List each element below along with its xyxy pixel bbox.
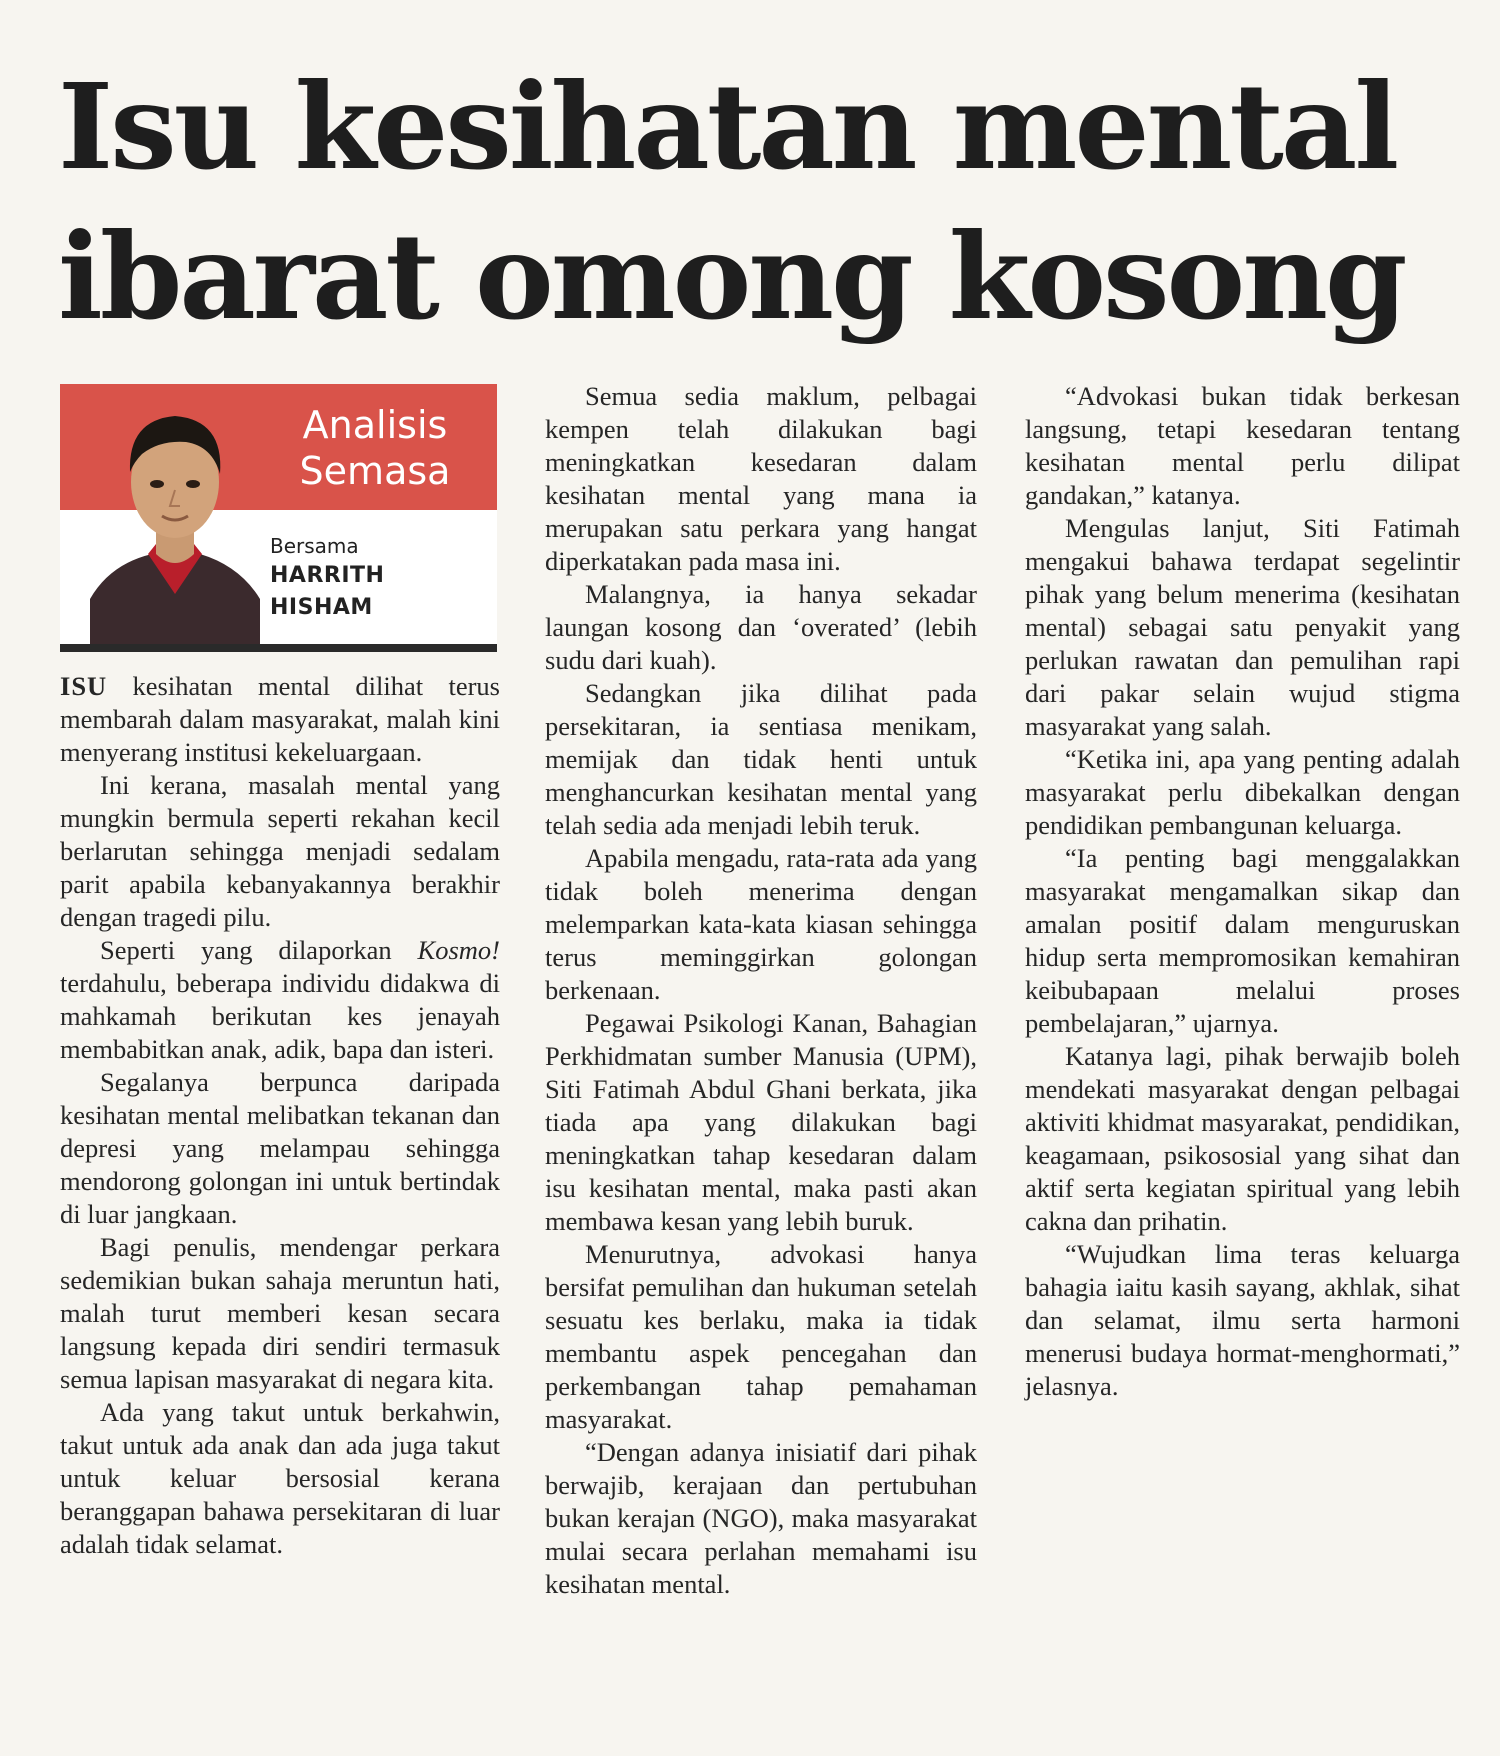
paragraph: Katanya lagi, pihak berwajib boleh mendekati masyarakat dengan pelbagai aktiviti khidmat masyarakat, pendidikan, keagamaan, psikososial yang sihat dan aktif serta kegiatan spiritual yang lebih cakna dan prihatin.	[1025, 1041, 1460, 1236]
paragraph: Mengulas lanjut, Siti Fatimah mengakui bahawa terdapat segelintir pihak yang belum menerima (kesihatan mental) sebagai satu penyakit yang perlukan rawatan dan pemulihan rapi dari pakar selain wujud stigma masyarakat yang salah.	[1025, 513, 1460, 741]
column-title	[270, 402, 480, 494]
paragraph-text: Seperti yang dilaporkan	[100, 935, 418, 965]
article-column-1	[60, 670, 500, 1561]
paragraph: “Ia penting bagi menggalakkan masyarakat mengamalkan sikap dan amalan positif dalam menguruskan hidup serta mempromosikan kemahiran keibubapaan melalui proses pembelajaran,” ujarnya.	[1025, 843, 1460, 1038]
article-column-3	[1025, 380, 1460, 1403]
paragraph: Pegawai Psikologi Kanan, Bahagian Perkhidmatan sumber Manusia (UPM), Siti Fatimah Abdul Ghani berkata, jika tiada apa yang dilakukan bagi meningkatkan tahap kesedaran dalam isu kesihatan mental, maka pasti akan membawa kesan yang lebih buruk.	[545, 1008, 977, 1236]
columnist-box	[60, 384, 497, 652]
paragraph-text: kesihatan mental dilihat terus membarah dalam masyarakat, malah kini menyerang institusi kekeluargaan.	[60, 671, 500, 767]
columnist-portrait	[90, 394, 260, 644]
paragraph: Segalanya berpunca daripada kesihatan mental melibatkan tekanan dan depresi yang melampau sehingga mendorong golongan ini untuk bertindak di luar jangkaan.	[60, 1067, 500, 1229]
paragraph: Ada yang takut untuk berkahwin, takut untuk ada anak dan ada juga takut untuk keluar bersosial kerana beranggapan bahawa persekitaran di luar adalah tidak selamat.	[60, 1397, 500, 1559]
column-title-line-2: Semasa	[299, 449, 451, 493]
paragraph: Ini kerana, masalah mental yang mungkin bermula seperti rekahan kecil berlarutan sehingga menjadi sedalam parit apabila kebanyakannya berakhir dengan tragedi pilu.	[60, 770, 500, 932]
publication-name: Kosmo!	[417, 935, 500, 965]
paragraph: “Dengan adanya inisiatif dari pihak berwajib, kerajaan dan pertubuhan bukan kerajan (NGO), maka masyarakat mulai secara perlahan memahami isu kesihatan mental.	[545, 1437, 977, 1599]
paragraph: “Wujudkan lima teras keluarga bahagia iaitu kasih sayang, akhlak, sihat dan selamat, ilmu serta harmoni menerusi budaya hormat-menghormati,” jelasnya.	[1025, 1239, 1460, 1401]
byline	[270, 532, 420, 624]
paragraph	[60, 670, 500, 769]
byline-with-label: Bersama	[270, 534, 359, 558]
byline-author: HARRITH HISHAM	[270, 563, 385, 620]
paragraph: “Advokasi bukan tidak berkesan langsung, tetapi kesedaran tentang kesihatan mental perlu dilipat gandakan,” katanya.	[1025, 381, 1460, 510]
paragraph: Semua sedia maklum, pelbagai kempen telah dilakukan bagi meningkatkan kesedaran dalam kesihatan mental yang mana ia merupakan satu perkara yang hangat diperkatakan pada masa ini.	[545, 381, 977, 576]
paragraph	[60, 934, 500, 1066]
headline-line-1: Isu kesihatan mental	[58, 57, 1397, 196]
paragraph: Menurutnya, advokasi hanya bersifat pemulihan dan hukuman setelah sesuatu kes berlaku, maka ia tidak membantu aspek pencegahan dan perkembangan tahap pemahaman masyarakat.	[545, 1239, 977, 1434]
paragraph: Sedangkan jika dilihat pada persekitaran, ia sentiasa menikam, memijak dan tidak henti untuk menghancurkan kesihatan mental yang telah sedia ada menjadi lebih teruk.	[545, 678, 977, 840]
headline	[58, 52, 1448, 352]
headline-line-2: ibarat omong kosong	[58, 207, 1405, 346]
paragraph: “Ketika ini, apa yang penting adalah masyarakat perlu dibekalkan dengan pendidikan pembangunan keluarga.	[1025, 744, 1460, 840]
lead-word: ISU	[60, 671, 108, 701]
paragraph: Malangnya, ia hanya sekadar laungan kosong dan ‘overated’ (lebih sudu dari kuah).	[545, 579, 977, 675]
paragraph: Apabila mengadu, rata-rata ada yang tidak boleh menerima dengan melemparkan kata-kata kiasan sehingga terus meminggirkan golongan berkenaan.	[545, 843, 977, 1005]
paragraph-text: terdahulu, beberapa individu didakwa di mahkamah berikutan kes jenayah membabitkan anak, adik, bapa dan isteri.	[60, 968, 500, 1064]
column-title-line-1: Analisis	[302, 403, 448, 447]
paragraph: Bagi penulis, mendengar perkara sedemikian bukan sahaja meruntun hati, malah turut memberi kesan secara langsung kepada diri sendiri termasuk semua lapisan masyarakat di negara kita.	[60, 1232, 500, 1394]
article-column-2	[545, 380, 977, 1601]
